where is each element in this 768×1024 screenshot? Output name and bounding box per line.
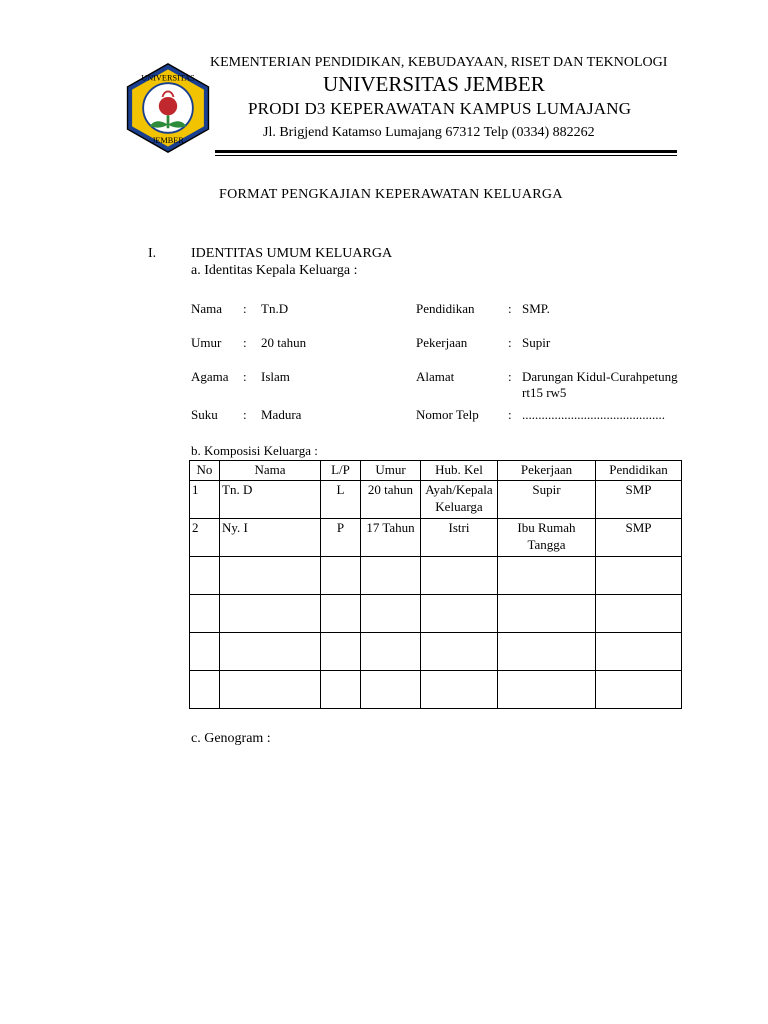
logo-text-top: UNIVERSITAS — [141, 73, 195, 83]
cell-nama: Tn. D — [220, 481, 321, 519]
header-rule-thick — [215, 150, 677, 153]
ministry-name: KEMENTERIAN PENDIDIKAN, KEBUDAYAAN, RISET DAN TEKNOLOGI — [210, 55, 668, 70]
field-value-suku: Madura — [261, 407, 302, 422]
table-row — [190, 519, 682, 557]
cell-pendidikan: SMP — [596, 481, 682, 519]
program-name: PRODI D3 KEPERAWATAN KAMPUS LUMAJANG — [248, 99, 632, 118]
header-rule-thin — [215, 155, 677, 156]
cell-lp: L — [321, 481, 361, 519]
cell-no: 1 — [190, 481, 220, 519]
cell-umur: 20 tahun — [361, 481, 421, 519]
logo-text-bottom: JEMBER — [152, 135, 184, 145]
field-label-alamat: Alamat — [416, 369, 455, 384]
col-header-nama: Nama — [220, 461, 321, 481]
field-value-pendidikan: SMP. — [522, 301, 550, 316]
col-header-no: No — [190, 461, 220, 481]
subsection-b-title: b. Komposisi Keluarga : — [191, 443, 318, 458]
cell-nama: Ny. I — [220, 519, 321, 557]
cell-pekerjaan — [498, 519, 596, 557]
field-value-alamat-line2: rt15 rw5 — [522, 385, 567, 400]
col-header-umur: Umur — [361, 461, 421, 481]
field-label-suku: Suku — [191, 407, 218, 422]
cell-no: 2 — [190, 519, 220, 557]
cell-pekerjaan-line1: Supir — [532, 482, 561, 497]
field-sep-nama: : — [243, 301, 247, 316]
field-value-umur: 20 tahun — [261, 335, 307, 350]
field-value-telp: ............................................ — [522, 407, 665, 422]
col-header-pekerjaan: Pekerjaan — [498, 461, 596, 481]
field-sep-pendidikan: : — [508, 301, 512, 316]
col-header-lp: L/P — [321, 461, 361, 481]
family-composition-table — [189, 460, 682, 709]
document-title: FORMAT PENGKAJIAN KEPERAWATAN KELUARGA — [219, 187, 563, 202]
table-row-empty — [190, 595, 682, 633]
table-header-row — [190, 461, 682, 481]
field-sep-telp: : — [508, 407, 512, 422]
field-value-agama: Islam — [261, 369, 290, 384]
cell-hub-kel-line2: Keluarga — [435, 499, 483, 514]
table-row-empty — [190, 557, 682, 595]
cell-pekerjaan — [498, 481, 596, 519]
cell-hub-kel-line1: Ayah/Kepala — [425, 482, 493, 497]
field-label-umur: Umur — [191, 335, 222, 350]
cell-pendidikan: SMP — [596, 519, 682, 557]
field-label-agama: Agama — [191, 369, 229, 384]
field-sep-umur: : — [243, 335, 247, 350]
field-value-nama: Tn.D — [261, 301, 289, 316]
section-title: IDENTITAS UMUM KELUARGA — [191, 246, 393, 261]
cell-hub-kel — [421, 481, 498, 519]
university-logo — [122, 62, 214, 154]
field-label-pekerjaan: Pekerjaan — [416, 335, 468, 350]
field-sep-alamat: : — [508, 369, 512, 384]
cell-hub-kel-line1: Istri — [448, 520, 470, 535]
col-header-hub-kel: Hub. Kel — [421, 461, 498, 481]
field-label-pendidikan: Pendidikan — [416, 301, 475, 316]
subsection-a-title: a. Identitas Kepala Keluarga : — [191, 263, 358, 278]
cell-hub-kel — [421, 519, 498, 557]
field-label-telp: Nomor Telp — [416, 407, 479, 422]
field-value-pekerjaan: Supir — [522, 335, 551, 350]
subsection-c-title: c. Genogram : — [191, 731, 271, 746]
cell-lp: P — [321, 519, 361, 557]
section-number: I. — [148, 246, 157, 261]
cell-umur: 17 Tahun — [361, 519, 421, 557]
field-sep-pekerjaan: : — [508, 335, 512, 350]
field-value-alamat-line1: Darungan Kidul-Curahpetung — [522, 369, 678, 384]
table-row-empty — [190, 633, 682, 671]
col-header-pendidikan: Pendidikan — [596, 461, 682, 481]
cell-pekerjaan-line1: Ibu Rumah — [517, 520, 576, 535]
table-row-empty — [190, 671, 682, 709]
institution-address: Jl. Brigjend Katamso Lumajang 67312 Telp (0334) 882262 — [263, 125, 595, 140]
table-row — [190, 481, 682, 519]
field-sep-suku: : — [243, 407, 247, 422]
university-name: UNIVERSITAS JEMBER — [323, 72, 545, 96]
field-sep-agama: : — [243, 369, 247, 384]
cell-pekerjaan-line2: Tangga — [527, 537, 566, 552]
field-label-nama: Nama — [191, 301, 223, 316]
